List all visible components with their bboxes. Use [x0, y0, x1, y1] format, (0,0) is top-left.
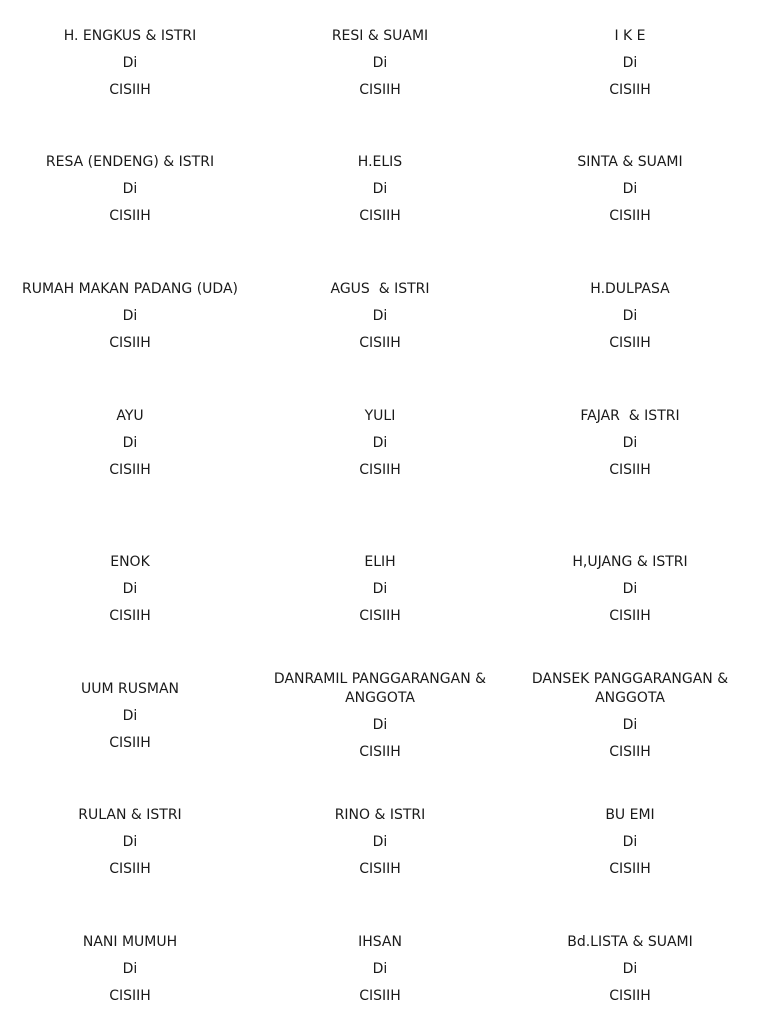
- recipient-preposition: Di: [372, 435, 388, 451]
- recipient-preposition: Di: [622, 55, 638, 71]
- recipient-preposition: Di: [122, 55, 138, 71]
- recipient-preposition: Di: [622, 961, 638, 977]
- recipient-place: CISIIH: [609, 988, 651, 1004]
- recipient-name: NANI MUMUH: [82, 934, 178, 950]
- address-label: [510, 153, 750, 226]
- recipient-preposition: Di: [622, 308, 638, 324]
- address-label: [260, 553, 500, 626]
- recipient-name: Bd.LISTA & SUAMI: [567, 934, 693, 950]
- recipient-name: RINO & ISTRI: [334, 807, 426, 823]
- recipient-preposition: Di: [372, 961, 388, 977]
- recipient-name: BU EMI: [605, 807, 655, 823]
- recipient-preposition: Di: [622, 717, 638, 733]
- recipient-name: ENOK: [110, 554, 150, 570]
- recipient-name: H.DULPASA: [590, 281, 670, 297]
- recipient-preposition: Di: [372, 834, 388, 850]
- recipient-name: SINTA & SUAMI: [577, 154, 683, 170]
- recipient-name: RESI & SUAMI: [331, 28, 429, 44]
- recipient-place: CISIIH: [109, 462, 151, 478]
- recipient-place: CISIIH: [609, 861, 651, 877]
- recipient-place: CISIIH: [109, 608, 151, 624]
- address-label: [510, 27, 750, 100]
- recipient-place: CISIIH: [109, 735, 151, 751]
- address-label: [510, 670, 750, 762]
- address-label: [5, 806, 255, 879]
- recipient-name: I K E: [614, 28, 646, 44]
- recipient-preposition: Di: [122, 181, 138, 197]
- recipient-place: CISIIH: [609, 208, 651, 224]
- recipient-name: DANSEK PANGGARANGAN & ANGGOTA: [531, 671, 733, 706]
- address-label: [510, 407, 750, 480]
- recipient-place: CISIIH: [609, 608, 651, 624]
- recipient-name: RULAN & ISTRI: [78, 807, 182, 823]
- recipient-place: CISIIH: [109, 335, 151, 351]
- recipient-preposition: Di: [122, 308, 138, 324]
- recipient-place: CISIIH: [609, 335, 651, 351]
- recipient-place: CISIIH: [109, 208, 151, 224]
- recipient-place: CISIIH: [359, 988, 401, 1004]
- address-label: [5, 933, 255, 1006]
- address-label: [5, 27, 255, 100]
- recipient-place: CISIIH: [359, 335, 401, 351]
- recipient-preposition: Di: [372, 717, 388, 733]
- address-label: [260, 27, 500, 100]
- recipient-name: UUM RUSMAN: [80, 681, 179, 697]
- recipient-preposition: Di: [622, 181, 638, 197]
- recipient-place: CISIIH: [359, 744, 401, 760]
- recipient-name: YULI: [364, 408, 396, 424]
- recipient-name: DANRAMIL PANGGARANGAN & ANGGOTA: [273, 671, 491, 706]
- recipient-preposition: Di: [122, 581, 138, 597]
- address-label: [260, 933, 500, 1006]
- address-label: [5, 680, 255, 753]
- recipient-name: IHSAN: [358, 934, 402, 950]
- recipient-name: H,UJANG & ISTRI: [572, 554, 688, 570]
- recipient-name: FAJAR & ISTRI: [580, 408, 680, 424]
- address-label: [510, 280, 750, 353]
- recipient-preposition: Di: [622, 581, 638, 597]
- recipient-preposition: Di: [372, 55, 388, 71]
- address-label: [260, 280, 500, 353]
- recipient-preposition: Di: [122, 961, 138, 977]
- recipient-name: AYU: [116, 408, 144, 424]
- address-label: [5, 553, 255, 626]
- recipient-place: CISIIH: [359, 861, 401, 877]
- recipient-preposition: Di: [122, 708, 138, 724]
- recipient-preposition: Di: [622, 435, 638, 451]
- address-label: [5, 153, 255, 226]
- address-label: [260, 407, 500, 480]
- recipient-place: CISIIH: [359, 208, 401, 224]
- recipient-preposition: Di: [122, 435, 138, 451]
- address-label: [510, 933, 750, 1006]
- recipient-place: CISIIH: [359, 462, 401, 478]
- recipient-preposition: Di: [372, 581, 388, 597]
- recipient-preposition: Di: [122, 834, 138, 850]
- address-label: [5, 280, 255, 353]
- address-label: [510, 806, 750, 879]
- recipient-preposition: Di: [372, 181, 388, 197]
- recipient-preposition: Di: [372, 308, 388, 324]
- recipient-preposition: Di: [622, 834, 638, 850]
- address-label: [260, 806, 500, 879]
- recipient-name: H.ELIS: [357, 154, 403, 170]
- recipient-place: CISIIH: [609, 744, 651, 760]
- recipient-name: AGUS & ISTRI: [330, 281, 430, 297]
- recipient-place: CISIIH: [109, 82, 151, 98]
- recipient-place: CISIIH: [359, 608, 401, 624]
- recipient-place: CISIIH: [359, 82, 401, 98]
- recipient-name: RUMAH MAKAN PADANG (UDA): [22, 281, 238, 297]
- recipient-place: CISIIH: [109, 988, 151, 1004]
- recipient-name: H. ENGKUS & ISTRI: [63, 28, 197, 44]
- recipient-place: CISIIH: [609, 462, 651, 478]
- recipient-place: CISIIH: [609, 82, 651, 98]
- address-label: [260, 670, 500, 762]
- recipient-name: RESA (ENDENG) & ISTRI: [45, 154, 215, 170]
- address-label: [5, 407, 255, 480]
- recipient-place: CISIIH: [109, 861, 151, 877]
- address-label: [510, 553, 750, 626]
- recipient-name: ELIH: [364, 554, 396, 570]
- address-label: [260, 153, 500, 226]
